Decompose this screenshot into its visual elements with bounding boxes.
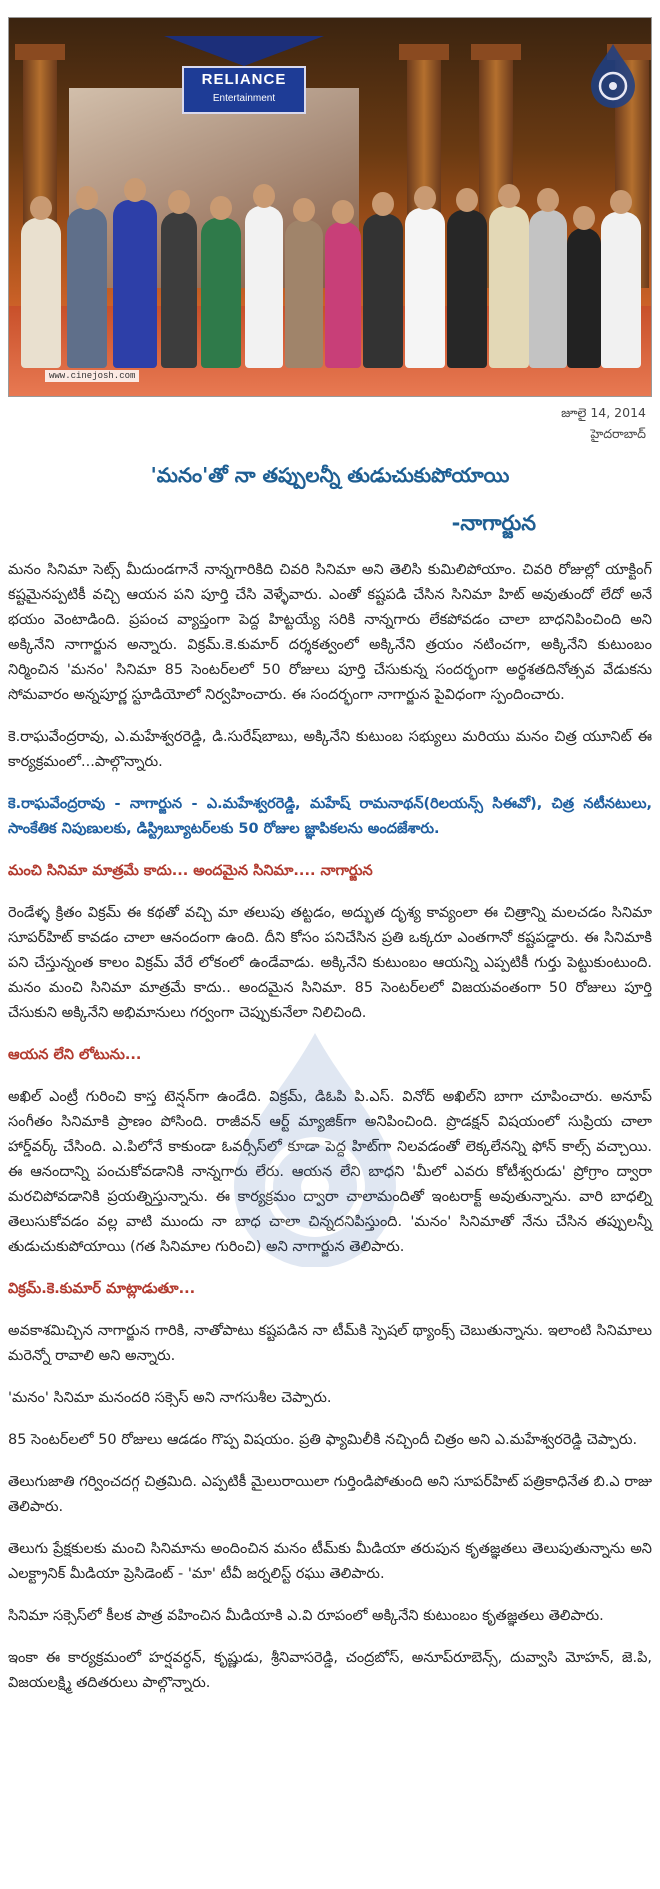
section-heading: ఆయన లేని లోటును... [8,1047,142,1063]
people-group [9,148,651,368]
paragraph: 85 సెంటర్‌లలో 50 రోజులు ఆడడం గొప్ప విషయం. ప్రతి ఫ్యామిలీకి నచ్చిందీ చిత్రం అని ఎ.మహేశ్వరరెడ్డి చెప్పారు. [8,1432,638,1448]
paragraph: తెలుగు ప్రేక్షకులకు మంచి సినిమాను అందించిన మనం టీమ్‌కు మీడియా తరుపున కృతజ్ఞతలు తెలుపుతున్నాను అని ఎలక్ట్రానిక్ మీడియా ప్రెసిడెంట్ - 'మా' టీవీ జర్నలిస్ట్ రఘు తెలిపారు. [8,1541,652,1582]
highlight-paragraph: కె.రాఘవేంద్రరావు - నాగార్జున - ఎ.మహేశ్వరరెడ్డి, మహేష్ రామనాథన్(రిలయన్స్ సిఈవో), చిత్ర నటీనటులు, సాంకేతిక నిపుణులకు, డిస్ట్రిబ్యూటర్‌లకు 50 రోజుల జ్ఞాపికలను అందజేశారు. [8,796,652,837]
page-title: 'మనం'తో నా తప్పులన్నీ తుడుచుకుపోయాయి [150,463,510,487]
article-byline: -నాగార్జున [451,511,536,535]
sign-brand: RELIANCE [201,71,287,88]
section-heading: మంచి సినిమా మాత్రమే కాదు... అందమైన సినిమా.... నాగార్జున [8,863,373,879]
paragraph: అఖిల్ ఎంట్రీ గురించి కాస్త టెన్షన్‌గా ఉండేది. విక్రమ్, డిఓపి పి.ఎస్. వినోద్ అఖిల్‌ని బాగా చూపించారు. అనూప్ సంగీతం సినిమాకి ప్రాణం పోసింది. రాజీవన్ ఆర్ట్ మ్యాజిక్‌గా అనిపించింది. ప్రొడక్షన్ విషయంలో సుప్రియ చాలా హార్డ్‌వర్క్ చేసింది. ఎ.పిలోనే కాకుండా ఓవర్సీస్‌లో కూడా పెద్ద హిట్‌గా నిలవడంతో లెక్కలేనన్ని ఫోన్ కాల్స్ వచ్చాయి. ఈ ఆనందాన్ని పంచుకోవడానికి నాన్నగారు లేరు. ఆయన లేని బాధని 'మీలో ఎవరు కోటీశ్వరుడు' ప్రోగ్రాం ద్వారా మరచిపోవడానికి ప్రయత్నిస్తున్నాను. ఈ కార్యక్రమం ద్వారా చాలామందితో ఇంటరాక్ట్ అవుతున్నాను. వారి బాధల్ని తెలుసుకోవడం వల్ల వాటి ముందు నా బాధ చాలా చిన్నదనిపిస్తుంది. 'మనం' సినిమాతో నేను చేసిన తప్పులన్నీ తుడుచుకుపోయాయి (గత సినిమాల గురించి) అని నాగార్జున తెలిపారు. [8,1089,652,1255]
photo-watermark: www.cinejosh.com [45,370,139,382]
sign-sub: Entertainment [212,93,276,104]
event-photo [8,17,652,397]
paragraph: తెలుగుజాతి గర్వించదగ్గ చిత్రమిది. ఎప్పటికీ మైలురాయిలా గుర్తిండిపోతుంది అని సూపర్‌హిట్ పత్రికాధినేత బి.ఎ రాజు తెలిపారు. [8,1474,652,1515]
article-page [0,17,660,1889]
paragraph: ఇంకా ఈ కార్యక్రమంలో హర్షవర్ధన్, కృష్ణుడు, శ్రీనివాసరెడ్డి, చంద్రబోస్, అనూప్‌రూబెన్స్, దువ్వాసి మోహన్, జె.పి, విజయలక్ష్మి తదితరులు పాల్గొన్నారు. [8,1650,652,1691]
cinejosh-logo-icon [585,42,641,108]
article-date: జూలై 14, 2014 [561,405,646,420]
article-meta [8,402,652,444]
paragraph: 'మనం' సినిమా మనందరి సక్సెస్ అని నాగసుశీల చెప్పారు. [8,1390,332,1406]
paragraph: కె.రాఘవేంద్రరావు, ఎ.మహేశ్వరరెడ్డి, డి.సురేష్‌బాబు, అక్కినేని కుటుంబ సభ్యులు మరియు మనం చిత్ర యూనిట్ ఈ కార్యక్రమంలో...పాల్గొన్నారు. [8,729,652,770]
paragraph: అవకాశమిచ్చిన నాగార్జున గారికి, నాతోపాటు కష్టపడిన నా టీమ్‌కి స్పెషల్ థ్యాంక్స్ చెబుతున్నాను. ఇలాంటి సినిమాలు మరెన్నో రావాలి అని అన్నారు. [8,1323,652,1364]
section-heading: విక్రమ్.కె.కుమార్ మాట్లాడుతూ... [8,1281,196,1297]
article-place: హైదరాబాద్ [590,426,646,441]
paragraph: సినిమా సక్సెస్‌లో కీలక పాత్ర వహించిన మీడియాకి ఎ.వి రూపంలో అక్కినేని కుటుంబం కృతజ్ఞతలు తెలిపారు. [8,1608,604,1624]
paragraph: మనం సినిమా సెట్స్ మీదుండగానే నాన్నగారికిది చివరి సినిమా అని తెలిసి కుమిలిపోయాం. చివరి రోజుల్లో యాక్టింగ్ కష్టమైనప్పటికీ వచ్చి ఆయన పని పూర్తి చేసి వెళ్ళేవారు. ఎంతో కష్టపడి చేసిన సినిమా హిట్ అవుతుందో లేదో అనే భయం వెంటాడింది. ప్రపంచ వ్యాప్తంగా పెద్ద హిట్టయ్యే సరికి నాన్నగారు లేకపోవడం చాలా బాధనిపించింది అని అక్కినేని నాగార్జున అన్నారు. విక్రమ్.కె.కుమార్ దర్శకత్వంలో అక్కినేని త్రయం నటించగా, అక్కినేని కుటుంబం నిర్మించిన 'మనం' సినిమా 85 సెంటర్‌లలో 50 రోజులు పూర్తి చేసుకున్న సందర్భంగా అర్థశతదినోత్సవ వేడుకను సోమవారం అన్నపూర్ణ స్టూడియోలో నిర్వహించారు. ఈ సందర్భంగా నాగార్జున పైవిధంగా స్పందించారు. [8,562,652,703]
paragraph: రెండేళ్ళ క్రితం విక్రమ్ ఈ కథతో వచ్చి మా తలుపు తట్టడం, అద్భుత దృశ్య కావ్యంలా ఈ చిత్రాన్ని మలచడం సినిమా సూపర్‌హిట్ కావడం చాలా ఆనందంగా ఉంది. దీని కోసం పనిచేసిన ప్రతి ఒక్కరూ ఎంతగానో కష్టపడ్డారు. ఈ సినిమాకి పని చేస్తున్నంత కాలం విక్రమ్ వేరే లోకంలో ఉండేవాడు. అక్కినేని కుటుంబం ఆయన్ని ఎప్పటికీ గుర్తు పెట్టుకుంటుంది. మనం మంచి సినిమా మాత్రమే కాదు.. అందమైన సినిమా. 85 సెంటర్‌లలో విజయవంతంగా 50 రోజులు పూర్తి చేసుకుని అక్కినేని అభిమానులు గర్వంగా చెప్పుకునేలా నిలిచింది. [8,905,652,1021]
reliance-sign [164,36,324,126]
